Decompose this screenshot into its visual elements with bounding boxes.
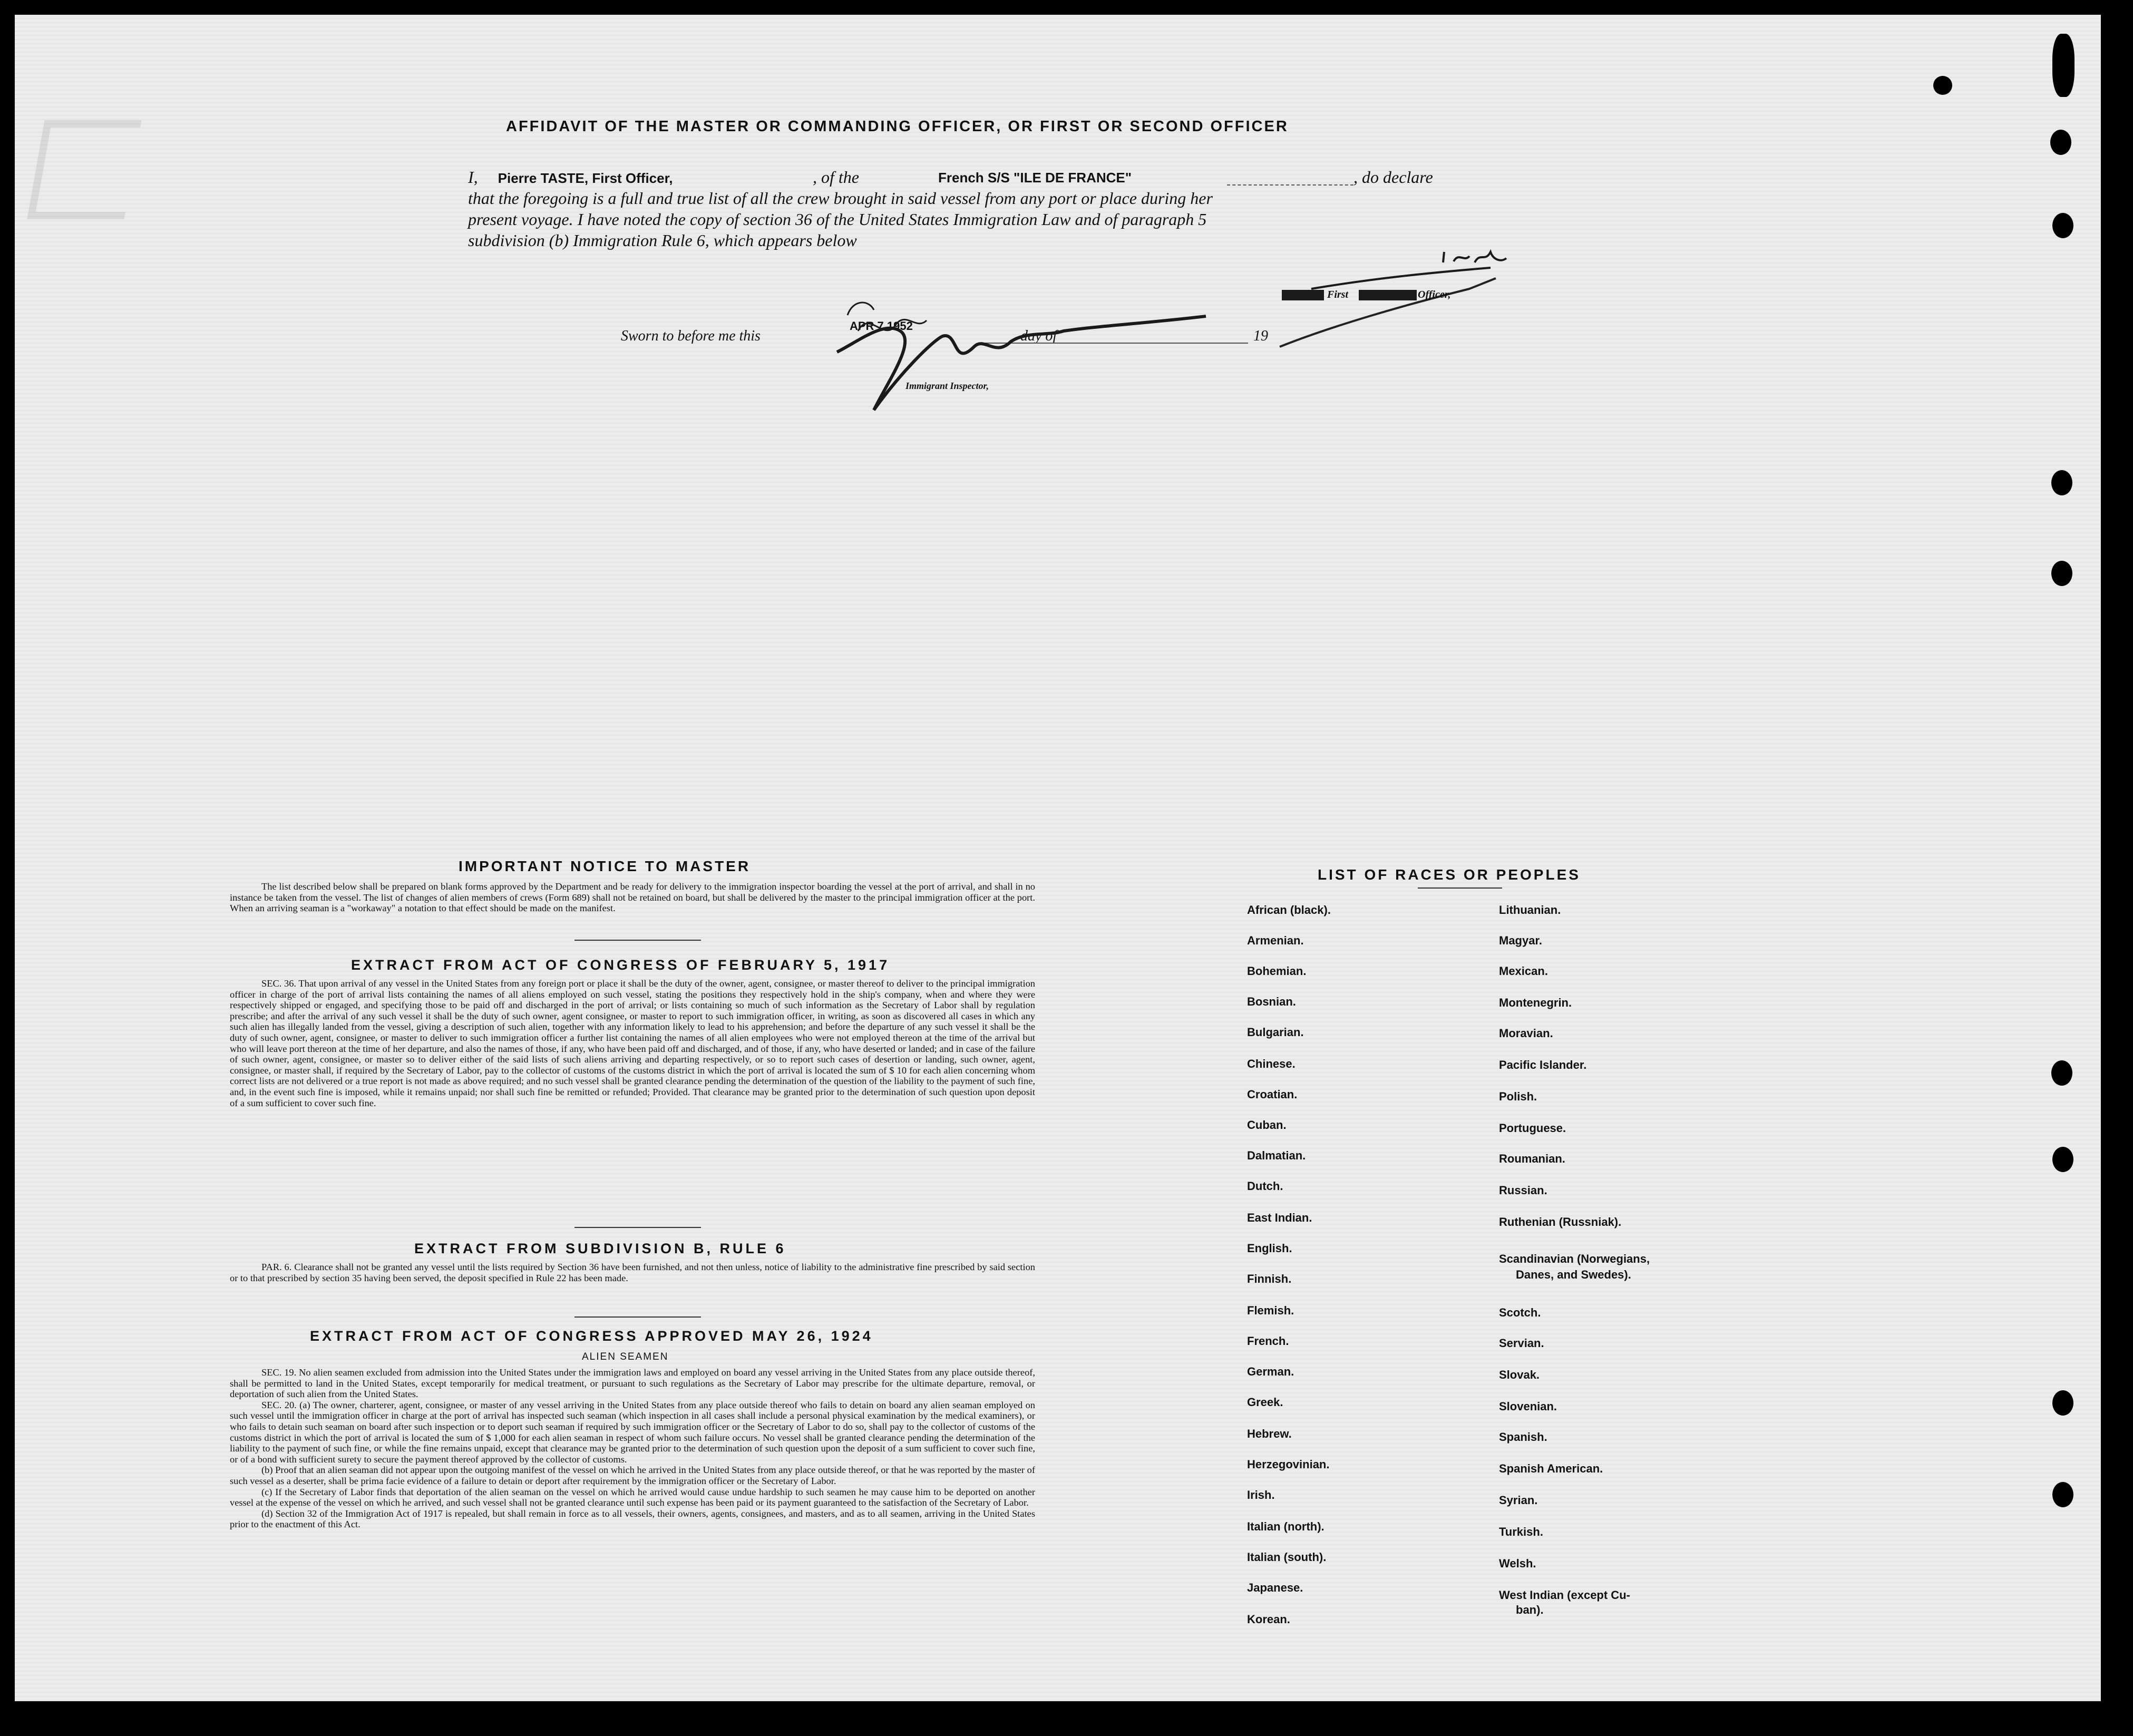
notice-title: IMPORTANT NOTICE TO MASTER (459, 858, 751, 874)
race-item: Armenian. (1247, 934, 1304, 947)
race-item: Spanish American. (1499, 1462, 1603, 1475)
race-item: German. (1247, 1365, 1294, 1378)
alien-seamen-subtitle: ALIEN SEAMEN (582, 1351, 669, 1362)
race-item: Roumanian. (1499, 1152, 1565, 1165)
binder-hole (2050, 130, 2071, 155)
blank-line (1227, 184, 1353, 186)
race-item: English. (1247, 1242, 1292, 1255)
race-item: Cuban. (1247, 1118, 1287, 1132)
race-item: Ruthenian (Russniak). (1499, 1215, 1622, 1228)
extract-1924-body (230, 1367, 1035, 1530)
i-label: I, (468, 168, 478, 187)
race-item: Montenegrin. (1499, 996, 1572, 1009)
race-item: Servian. (1499, 1337, 1544, 1350)
race-item: African (black). (1247, 903, 1331, 916)
binder-hole (2051, 1060, 2072, 1086)
sec-20a-paragraph (230, 1400, 1035, 1465)
binder-hole (2052, 213, 2073, 238)
affidavit-line-3: present voyage. I have noted the copy of section 36 of the United States Immigration Law and of paragraph 5 (468, 210, 1207, 229)
extract-1917-body (230, 978, 1035, 1108)
races-title: LIST OF RACES OR PEOPLES (1318, 866, 1581, 883)
sec-20c-text: (c) If the Secretary of Labor finds that deportation of the alien seaman on the vessel on which he arrived would cause undue hardship to such seamen he may cause him to be deported on another vessel at the expense of the vessel on which he arrived, and such vessel shall not be granted clearance until such expense has been paid or its payment guaranteed to the satisfaction of the Secretary of Labor. (230, 1486, 1035, 1508)
binder-hole (2052, 1147, 2073, 1172)
race-item: Italian (north). (1247, 1520, 1324, 1533)
race-item: West Indian (except Cu- (1499, 1588, 1630, 1602)
affidavit-line-1 (468, 168, 673, 187)
race-item: Greek. (1247, 1396, 1283, 1409)
race-item: East Indian. (1247, 1211, 1312, 1224)
race-item: Lithuanian. (1499, 903, 1561, 916)
race-item: Scotch. (1499, 1306, 1541, 1319)
rule-6-title: EXTRACT FROM SUBDIVISION B, RULE 6 (414, 1241, 786, 1256)
race-item: Japanese. (1247, 1581, 1303, 1594)
binder-hole (2051, 470, 2072, 495)
race-item: Russian. (1499, 1184, 1547, 1197)
inspector-label: Immigrant Inspector, (905, 381, 989, 391)
sec-20c-paragraph (230, 1487, 1035, 1508)
section-divider (574, 1316, 701, 1318)
race-item: Spanish. (1499, 1430, 1547, 1444)
binder-hole (1933, 76, 1952, 95)
race-item: Magyar. (1499, 934, 1542, 947)
race-item: Bohemian. (1247, 964, 1307, 978)
affidavit-line-4: subdivision (b) Immigration Rule 6, which appears below (468, 231, 857, 250)
race-item: Portuguese. (1499, 1121, 1566, 1135)
race-item: Turkish. (1499, 1525, 1543, 1538)
do-declare-label: , do declare (1353, 168, 1433, 187)
binder-hole (2052, 34, 2074, 97)
binder-hole (2052, 1390, 2073, 1416)
race-item: Pacific Islander. (1499, 1058, 1587, 1071)
race-item: Scandinavian (Norwegians, (1499, 1252, 1650, 1265)
redaction-bar (1359, 290, 1417, 300)
inspector-signature (826, 278, 1259, 426)
section-36-text: SEC. 36. That upon arrival of any vessel in the United States from any foreign port or place it shall be the duty of the owner, agent, consignee, or master thereof to deliver to the principal immigration officer in charge of the port of arrival lists containing the names of all aliens employed on such vessel, stating the positions they respectively hold in the ship's company, when and where they were respectively shipped or engaged, and specifying those to be paid off and discharged in the port of arrival; or lists containing so much of such information as the Secretary of Labor shall by regulation prescribe; and after the arrival of any such vessel it shall be the duty of such owner, agent consignee, or master to report to such immigration officer, in writing, as soon as discovered all cases in which any such alien has illegally landed from the vessel, giving a description of such alien, together with any information likely to lead to his apprehension; and before the departure of any such vessel it shall be the duty of such owner, agent, consignee, or master to deliver to such immigration officer a further list containing the names of all alien employees who were not employed thereon at the time of the arrival but who will leave port thereon at the time of her departure, and also the names of those, if any, who have been paid off and discharged, and of those, if any, who have deserted or landed; and in case of the failure of such owner, agent, consignee, or master so to deliver either of the said lists of such aliens arriving and departing respectively, or so to report such cases of desertion or landing, such owner, agent, consignee, or master shall, if required by the Secretary of Labor, pay to the collector of customs of the customs district in which the port of arrival is located the sum of $ 10 for each alien concerning whom correct lists are not delivered or a true report is not made as above required; and no such vessel shall be granted clearance pending the determination of the question of the liability to the payment of such fine, and, in the event such fine is imposed, while it remains unpaid; nor shall such fine be remitted or refunded; Provided. That clearance may be granted prior to the determination of such question upon deposit of a sum sufficient to cover such fine. (230, 978, 1035, 1108)
section-divider (574, 1227, 701, 1228)
race-item: Mexican. (1499, 964, 1548, 978)
officer-suffix-label: Officer, (1418, 289, 1451, 300)
sec-19-paragraph (230, 1367, 1035, 1400)
race-item: Slovenian. (1499, 1400, 1557, 1413)
sec-20a-text: SEC. 20. (a) The owner, charterer, agent, consignee, or master of any vessel arriving in the United States from any place outside thereof who fails to detain on board any alien seaman employed on such vessel until the immigration officer in charge at the port of arrival has inspected such seaman (which inspection in all cases shall include a personal physical examination by the medical examiners), or who fails to detain such seaman on board after such inspection or to deport such seaman if required by such immigration officer or the Secretary of Labor to do so, shall pay to the collector of customs of the customs district in which the port of arrival is located the sum of $ 1,000 for each alien seaman in respect of whom such failure occurs. No vessel shall be granted clearance pending the determination of the liability to the payment of such fine, or while the fine remains unpaid, except that clearance may be granted prior to the determination of such question upon the deposit of a sum sufficient to cover such fine, or of a bond with sufficient surety to secure the payment thereof approved by the collector of customs. (230, 1399, 1035, 1465)
race-item: Hebrew. (1247, 1427, 1292, 1440)
race-item: Syrian. (1499, 1494, 1538, 1507)
race-item: Welsh. (1499, 1557, 1536, 1570)
race-item: Flemish. (1247, 1304, 1294, 1317)
redaction-bar (1282, 290, 1324, 300)
race-item: Polish. (1499, 1090, 1537, 1103)
race-item: Dalmatian. (1247, 1149, 1306, 1162)
par-6-text: PAR. 6. Clearance shall not be granted any vessel until the lists required by Section 36 have been furnished, and not then unless, notice of liability to the administrative fine prescribed by said section or to that prescribed by section 35 having been served, the deposit specified in Rule 22 has been made. (230, 1262, 1035, 1283)
officer-title-label: First (1327, 289, 1349, 300)
notice-text: The list described below shall be prepared on blank forms approved by the Department and be ready for delivery to the immigration inspector boarding the vessel at the port of arrival, and shall in no instance be taken from the vessel. The list of changes of alien members of crews (Form 689) shall not be retained on board, but shall be delivered by the master to the principal immigration officer at the port. When an arriving seaman is a "workaway" a notation to that effect should be made on the manifest. (230, 881, 1035, 914)
sec-20b-text: (b) Proof that an alien seaman did not appear upon the outgoing manifest of the vessel on which he arrived in the United States from any place outside thereof, or that he was reported by the master of such vessel as a deserter, shall be prima facie evidence of a failure to detain or deport after requirement by the immigration officer or the Secretary of Labor. (230, 1465, 1035, 1486)
race-item: Slovak. (1499, 1368, 1540, 1381)
race-item: Korean. (1247, 1613, 1290, 1626)
sec-20b-paragraph (230, 1465, 1035, 1486)
rule-6-body (230, 1262, 1035, 1283)
bleed-through-mark (27, 120, 141, 219)
race-item: Chinese. (1247, 1057, 1296, 1070)
notice-body (230, 881, 1035, 914)
extract-1924-title: EXTRACT FROM ACT OF CONGRESS APPROVED MAY 26, 1924 (310, 1328, 873, 1344)
sworn-label: Sworn to before me this (621, 328, 761, 344)
document-page (15, 15, 2101, 1701)
race-item: Danes, and Swedes). (1516, 1268, 1631, 1281)
race-item: Irish. (1247, 1488, 1275, 1501)
section-divider (574, 940, 701, 941)
race-item: Italian (south). (1247, 1550, 1327, 1564)
race-item: Bulgarian. (1247, 1026, 1304, 1039)
of-the-label: , of the (813, 168, 859, 187)
vessel-name: French S/S "ILE DE FRANCE" (938, 170, 1132, 186)
race-item: Finnish. (1247, 1272, 1292, 1285)
sec-19-text: SEC. 19. No alien seamen excluded from admission into the United States under the immigration laws and employed on board any vessel arriving in the United States from any place outside thereof, shall be permitted to land in the United States, except temporarily for medical treatment, or pursuant to such regulations as the Secretary of Labor may prescribe for the ultimate departure, removal, or deportation of such alien from the United States. (230, 1367, 1035, 1400)
race-item: French. (1247, 1334, 1289, 1348)
affidavit-line-2: that the foregoing is a full and true list of all the crew brought in said vessel from any port or place during her (468, 189, 1213, 208)
race-item: Moravian. (1499, 1027, 1553, 1040)
race-item: Dutch. (1247, 1179, 1283, 1193)
race-item: Herzegovinian. (1247, 1458, 1330, 1471)
officer-name: Pierre TASTE, First Officer, (498, 170, 673, 186)
sec-20d-text: (d) Section 32 of the Immigration Act of 1917 is repealed, but shall remain in force as to all vessels, their owners, agents, consignees, and masters, and as to all seamen, arriving in the United States prior to the enactment of this Act. (230, 1508, 1035, 1530)
binder-hole (2051, 561, 2072, 586)
year-label: 19 (1253, 328, 1268, 344)
binder-hole (2052, 1482, 2073, 1507)
day-of-label: day of (1020, 328, 1057, 344)
section-divider (1418, 887, 1502, 889)
affidavit-title: AFFIDAVIT OF THE MASTER OR COMMANDING OFFICER, OR FIRST OR SECOND OFFICER (506, 118, 1289, 135)
sec-20d-paragraph (230, 1508, 1035, 1530)
race-item: ban). (1516, 1603, 1544, 1616)
extract-1917-title: EXTRACT FROM ACT OF CONGRESS OF FEBRUARY 5, 1917 (351, 957, 890, 973)
race-item: Croatian. (1247, 1088, 1298, 1101)
date-stamp: APR 7 1952 (850, 319, 913, 333)
race-item: Bosnian. (1247, 995, 1296, 1008)
